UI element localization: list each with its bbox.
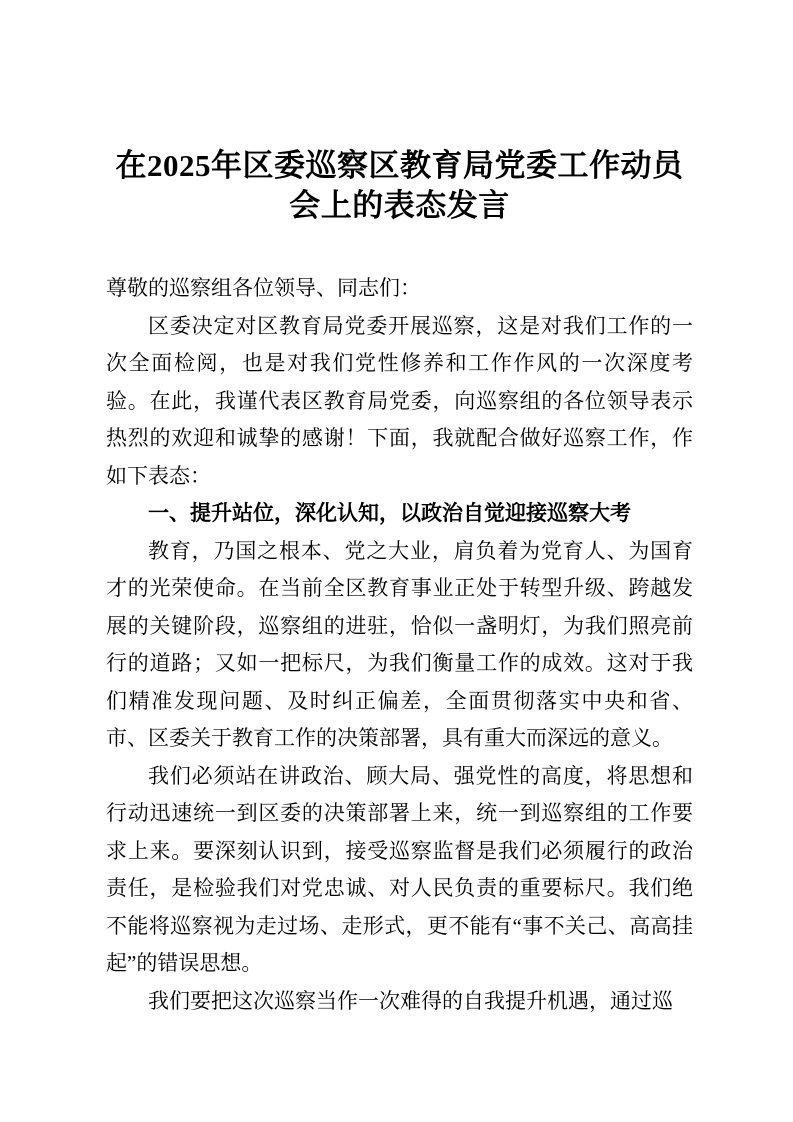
paragraph-education-significance: 教育，乃国之根本、党之大业，肩负着为党育人、为国育才的光荣使命。在当前全区教育事业正处于转型升级、跨越发展的关键阶段，巡察组的进驻，恰似一盏明灯，为我们照亮前行的道路；又如一把标尺，为我们衡量工作的成效。这对于我们精准发现问题、及时纠正偏差，全面贯彻落实中央和省、市、区委关于教育工作的决策部署，具有重大而深远的意义。 bbox=[106, 538, 693, 750]
document-content bbox=[106, 146, 693, 1020]
paragraph-opening: 区委决定对区教育局党委开展巡察，这是对我们工作的一次全面检阅，也是对我们党性修养和工作作风的一次深度考验。在此，我谨代表区教育局党委，向巡察组的各位领导表示热烈的欢迎和诚挚的感谢！下面，我就配合做好巡察工作，作如下表态： bbox=[106, 313, 693, 488]
paragraph-political-stance: 我们必须站在讲政治、顾大局、强党性的高度，将思想和行动迅速统一到区委的决策部署上来，统一到巡察组的工作要求上来。要深刻认识到，接受巡察监督是我们必须履行的政治责任，是检验我们对党忠诚、对人民负责的重要标尺。我们绝不能将巡察视为走过场、走形式，更不能有“事不关己、高高挂起”的错误思想。 bbox=[106, 763, 693, 975]
document-title: 在2025年区委巡察区教育局党委工作动员会上的表态发言 bbox=[115, 148, 684, 223]
section-heading-1: 一、提升站位，深化认知，以政治自觉迎接巡察大考 bbox=[148, 501, 631, 525]
paragraph-self-improvement-truncated: 我们要把这次巡察当作一次难得的自我提升机遇，通过巡 bbox=[148, 988, 673, 1013]
salutation-line: 尊敬的巡察组各位领导、同志们： bbox=[106, 276, 421, 300]
